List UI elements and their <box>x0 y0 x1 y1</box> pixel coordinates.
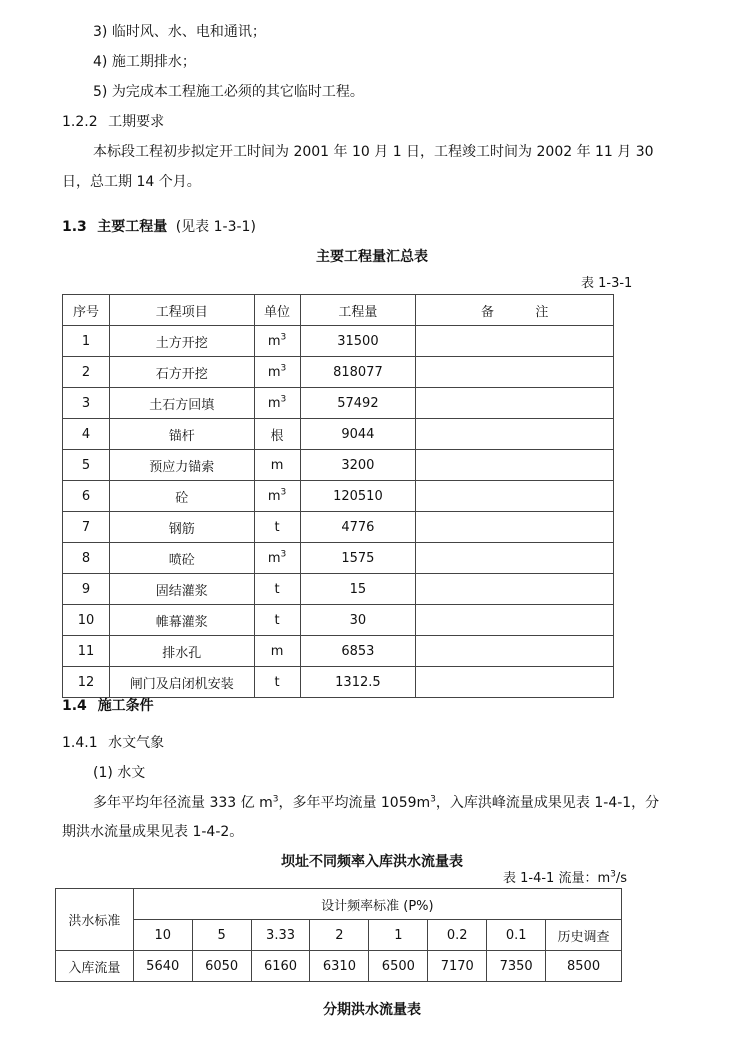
quantity-cell: 1575 <box>300 543 416 574</box>
remark-cell <box>416 419 614 450</box>
section-heading-13 <box>62 217 256 237</box>
section-title: 施工条件 <box>97 698 154 714</box>
section-number: 1.4.1 <box>62 735 98 751</box>
unit-text: t <box>274 612 280 628</box>
text-run: 表 1-4-1 流量：m <box>503 871 611 886</box>
table-row <box>63 481 614 512</box>
table-row <box>63 388 614 419</box>
remark-cell <box>416 574 614 605</box>
unit-superscript: 3 <box>280 363 287 374</box>
frequency-row <box>56 920 622 951</box>
unit-cell <box>254 543 300 574</box>
header-cell: 工程量 <box>300 295 416 326</box>
section-heading-122 <box>62 112 164 132</box>
quantity-cell: 818077 <box>300 357 416 388</box>
remark-cell <box>416 326 614 357</box>
section-title: 水文气象 <box>108 735 165 751</box>
flow-cell: 6310 <box>310 951 369 982</box>
table2-label <box>503 869 627 889</box>
table-reference: (见表 1-3-1) <box>175 219 256 235</box>
quantity-cell: 30 <box>300 605 416 636</box>
unit-text: t <box>274 519 280 535</box>
unit-text: 根 <box>270 428 284 444</box>
section-title: 工期要求 <box>108 114 165 130</box>
quantity-cell: 3200 <box>300 450 416 481</box>
unit-cell <box>254 667 300 698</box>
remark-cell <box>416 605 614 636</box>
list-item-temporary-utilities: 3) 临时风、水、电和通讯； <box>93 24 266 40</box>
frequency-cell: 2 <box>310 920 369 951</box>
remark-cell <box>416 636 614 667</box>
unit-text: m <box>267 364 281 380</box>
unit-cell <box>254 388 300 419</box>
item-cell: 土石方回填 <box>109 388 254 419</box>
quantity-cell: 57492 <box>300 388 416 419</box>
frequency-cell: 0.1 <box>487 920 546 951</box>
row-number-cell: 6 <box>63 481 110 512</box>
table2-title: 坝址不同频率入库洪水流量表 <box>281 854 463 870</box>
flow-cell: 6050 <box>192 951 251 982</box>
flow-cell: 6160 <box>251 951 310 982</box>
remark-cell <box>416 512 614 543</box>
table-row <box>63 667 614 698</box>
unit-text: t <box>274 674 280 690</box>
table-row <box>63 605 614 636</box>
remark-cell <box>416 667 614 698</box>
section-title: 主要工程量 <box>97 219 168 235</box>
remark-cell <box>416 450 614 481</box>
remark-cell <box>416 543 614 574</box>
row-number-cell: 11 <box>63 636 110 667</box>
item-cell: 钢筋 <box>109 512 254 543</box>
item-cell: 锚杆 <box>109 419 254 450</box>
frequency-cell: 历史调查 <box>546 920 622 951</box>
unit-text: m <box>270 643 284 659</box>
section-heading-141 <box>62 733 164 753</box>
quantities-table <box>62 294 614 698</box>
row-number-cell: 12 <box>63 667 110 698</box>
unit-text: m <box>270 457 284 473</box>
unit-cell <box>254 512 300 543</box>
schedule-paragraph-line1: 本标段工程初步拟定开工时间为 2001 年 10 月 1 日，工程竣工时间为 2002 年 11 月 30 <box>93 144 654 160</box>
quantity-cell: 9044 <box>300 419 416 450</box>
unit-superscript: 3 <box>280 332 287 343</box>
unit-cell <box>254 357 300 388</box>
row-number-cell: 5 <box>63 450 110 481</box>
table3-title: 分期洪水流量表 <box>323 1002 421 1018</box>
table-row <box>63 419 614 450</box>
table-row <box>63 450 614 481</box>
item-cell: 预应力锚索 <box>109 450 254 481</box>
item-cell: 闸门及启闭机安装 <box>109 667 254 698</box>
frequency-cell: 1 <box>369 920 428 951</box>
section-number: 1.4 <box>62 698 87 714</box>
row-number-cell: 1 <box>63 326 110 357</box>
quantity-cell: 15 <box>300 574 416 605</box>
flow-cell: 6500 <box>369 951 428 982</box>
item-cell: 帷幕灌浆 <box>109 605 254 636</box>
item-cell: 土方开挖 <box>109 326 254 357</box>
section-heading-14 <box>62 696 154 716</box>
unit-text: m <box>267 333 281 349</box>
table-row <box>63 326 614 357</box>
remark-cell <box>416 357 614 388</box>
text-run: ，多年平均流量 1059m <box>278 795 431 811</box>
item-cell: 砼 <box>109 481 254 512</box>
superscript: 3 <box>430 794 436 805</box>
frequency-cell: 5 <box>192 920 251 951</box>
frequency-cell: 10 <box>133 920 192 951</box>
superscript: 3 <box>272 794 279 805</box>
row-label-cell: 入库流量 <box>56 951 134 982</box>
row-number-cell: 7 <box>63 512 110 543</box>
quantity-cell: 120510 <box>300 481 416 512</box>
row-number-cell: 8 <box>63 543 110 574</box>
row-number-cell: 4 <box>63 419 110 450</box>
unit-text: m <box>267 488 281 504</box>
flow-cell: 5640 <box>133 951 192 982</box>
group-header-cell: 设计频率标准 (P%) <box>133 889 621 920</box>
unit-text: t <box>274 581 280 597</box>
unit-text: m <box>267 395 281 411</box>
header-cell: 单位 <box>254 295 300 326</box>
table-row <box>63 543 614 574</box>
table-row <box>63 636 614 667</box>
list-item-other-temporary: 5) 为完成本工程施工必须的其它临时工程。 <box>93 84 364 100</box>
item-cell: 喷砼 <box>109 543 254 574</box>
list-item-drainage: 4) 施工期排水； <box>93 54 196 70</box>
unit-superscript: 3 <box>280 394 287 405</box>
header-cell: 序号 <box>63 295 110 326</box>
unit-superscript: 3 <box>280 487 287 498</box>
text-run: 多年平均年径流量 333 亿 m <box>93 795 273 811</box>
table1-label: 表 1-3-1 <box>581 276 633 291</box>
row-number-cell: 3 <box>63 388 110 419</box>
table-row <box>63 574 614 605</box>
quantity-cell: 1312.5 <box>300 667 416 698</box>
flood-flow-table <box>55 888 622 982</box>
hydrology-paragraph-line2: 期洪水流量成果见表 1-4-2。 <box>62 824 244 840</box>
frequency-cell: 3.33 <box>251 920 310 951</box>
unit-cell <box>254 450 300 481</box>
item-cell: 固结灌浆 <box>109 574 254 605</box>
row-number-cell: 10 <box>63 605 110 636</box>
unit-cell <box>254 636 300 667</box>
text-run: ，入库洪峰流量成果见表 1-4-1，分 <box>435 795 660 811</box>
unit-superscript: 3 <box>280 549 287 560</box>
section-number: 1.2.2 <box>62 114 98 130</box>
flow-cell: 7170 <box>428 951 487 982</box>
flow-cell: 8500 <box>546 951 622 982</box>
hydrology-paragraph-line1 <box>93 793 659 813</box>
quantity-cell: 6853 <box>300 636 416 667</box>
table-row <box>63 512 614 543</box>
quantity-cell: 31500 <box>300 326 416 357</box>
superscript: 3 <box>610 869 616 880</box>
item-cell: 排水孔 <box>109 636 254 667</box>
quantity-cell: 4776 <box>300 512 416 543</box>
header-cell: 工程项目 <box>109 295 254 326</box>
unit-cell <box>254 326 300 357</box>
unit-cell <box>254 574 300 605</box>
frequency-cell: 0.2 <box>428 920 487 951</box>
flow-cell: 7350 <box>487 951 546 982</box>
table-row <box>63 357 614 388</box>
unit-cell <box>254 605 300 636</box>
header-cell: 备 注 <box>416 295 614 326</box>
text-run: /s <box>615 871 628 886</box>
table-header-row <box>56 889 622 920</box>
section-number: 1.3 <box>62 219 87 235</box>
row-number-cell: 9 <box>63 574 110 605</box>
flow-row <box>56 951 622 982</box>
unit-cell <box>254 419 300 450</box>
table1-title: 主要工程量汇总表 <box>316 249 428 265</box>
subheading-hydrology: (1) 水文 <box>93 765 146 781</box>
unit-cell <box>254 481 300 512</box>
remark-cell <box>416 481 614 512</box>
remark-cell <box>416 388 614 419</box>
row-header-cell: 洪水标准 <box>56 889 134 951</box>
unit-text: m <box>267 550 281 566</box>
table-header-row <box>63 295 614 326</box>
schedule-paragraph-line2: 日，总工期 14 个月。 <box>62 174 201 190</box>
row-number-cell: 2 <box>63 357 110 388</box>
item-cell: 石方开挖 <box>109 357 254 388</box>
